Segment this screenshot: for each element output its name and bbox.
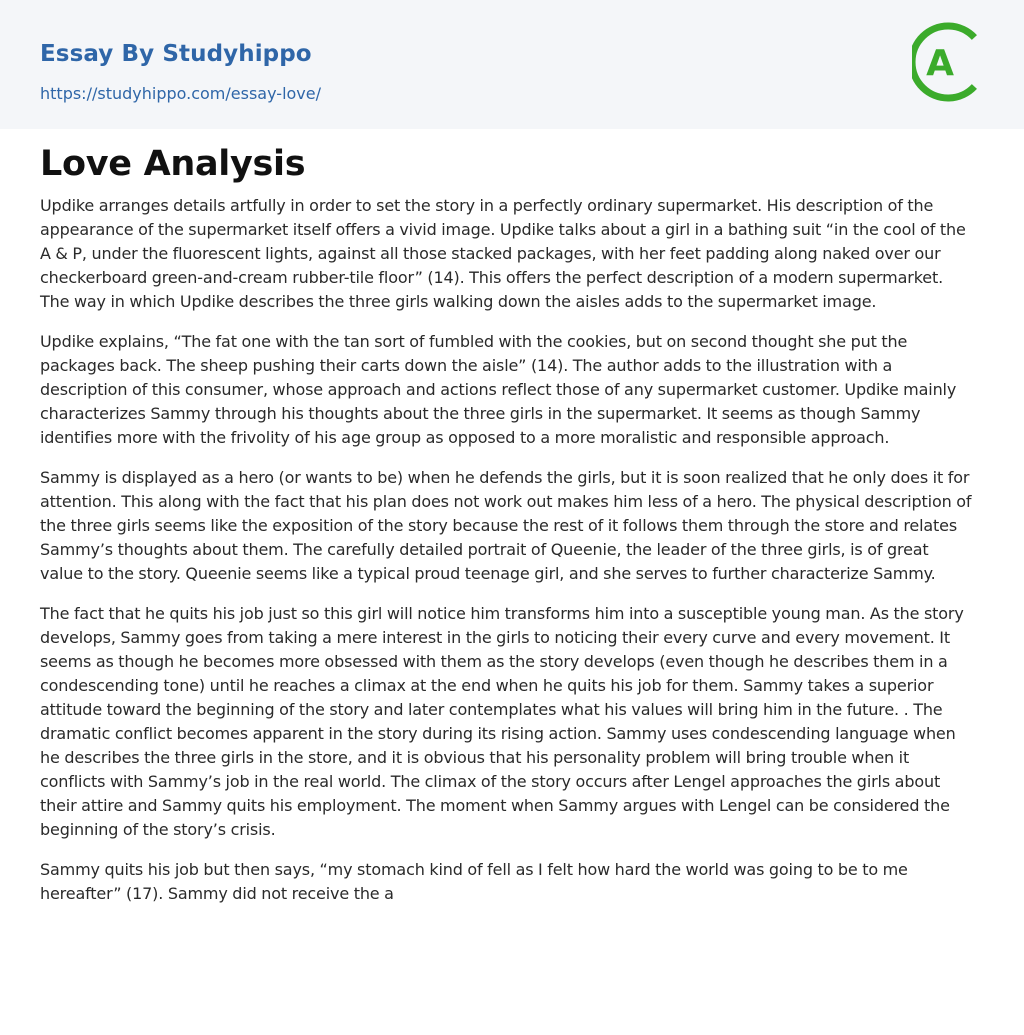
essay-paragraph: Updike arranges details artfully in order to set the story in a perfectly ordinary supermarket. His description of the appearance of the supermarket itself offers a vivid image. Updike talks about a girl in a bathing suit “in the cool of the A & P, under the fluorescent lights, against all those stacked packages, with her feet padding along naked over our checkerboard green-and-cream rubber-tile floor” (14). This offers the perfect description of a modern supermarket. The way in which Updike describes the three girls walking down the aisles adds to the supermarket image. [40,196,966,311]
logo-icon[interactable] [912,18,988,106]
site-header [0,0,1024,129]
essay-paragraph: Updike explains, “The fat one with the tan sort of fumbled with the cookies, but on second thought she put the packages back. The sheep pushing their carts down the aisle” (14). The author adds to the illustration with a description of this consumer, whose approach and actions reflect those of any supermarket customer. Updike mainly characterizes Sammy through his thoughts about the three girls in the supermarket. It seems as though Sammy identifies more with the frivolity of his age group as opposed to a more moralistic and responsible approach. [40,332,957,447]
essay-body [40,194,976,922]
essay-paragraph: Sammy quits his job but then says, “my stomach kind of fell as I felt how hard the world was going to be to me hereafter” (17). Sammy did not receive the a [40,860,908,903]
site-brand[interactable]: Essay By Studyhippo [40,41,312,67]
logo-letter: A [926,43,954,84]
essay-paragraph: Sammy is displayed as a hero (or wants to be) when he defends the girls, but it is soon realized that he only does it for attention. This along with the fact that his plan does not work out makes him less of a hero. The physical description of the three girls seems like the exposition of the story because the rest of it follows them through the store and relates Sammy’s thoughts about them. The carefully detailed portrait of Queenie, the leader of the three girls, is of great value to the story. Queenie seems like a typical proud teenage girl, and she serves to further characterize Sammy. [40,468,972,583]
page-url-link[interactable]: https://studyhippo.com/essay-love/ [40,84,321,103]
essay-paragraph: The fact that he quits his job just so this girl will notice him transforms him into a susceptible young man. As the story develops, Sammy goes from taking a mere interest in the girls to noticing their every curve and every movement. It seems as though he becomes more obsessed with them as the story develops (even though he describes them in a condescending tone) until he reaches a climax at the end when he quits his job for them. Sammy takes a superior attitude toward the beginning of the story and later contemplates what his values will bring him in the future. . The dramatic conflict becomes apparent in the story during its rising action. Sammy uses condescending language when he describes the three girls in the store, and it is obvious that his personality problem will bring trouble when it conflicts with Sammy’s job in the real world. The climax of the story occurs after Lengel approaches the girls about their attire and Sammy quits his employment. The moment when Sammy argues with Lengel can be considered the beginning of the story’s crisis. [40,604,964,839]
page-title: Love Analysis [40,144,306,184]
